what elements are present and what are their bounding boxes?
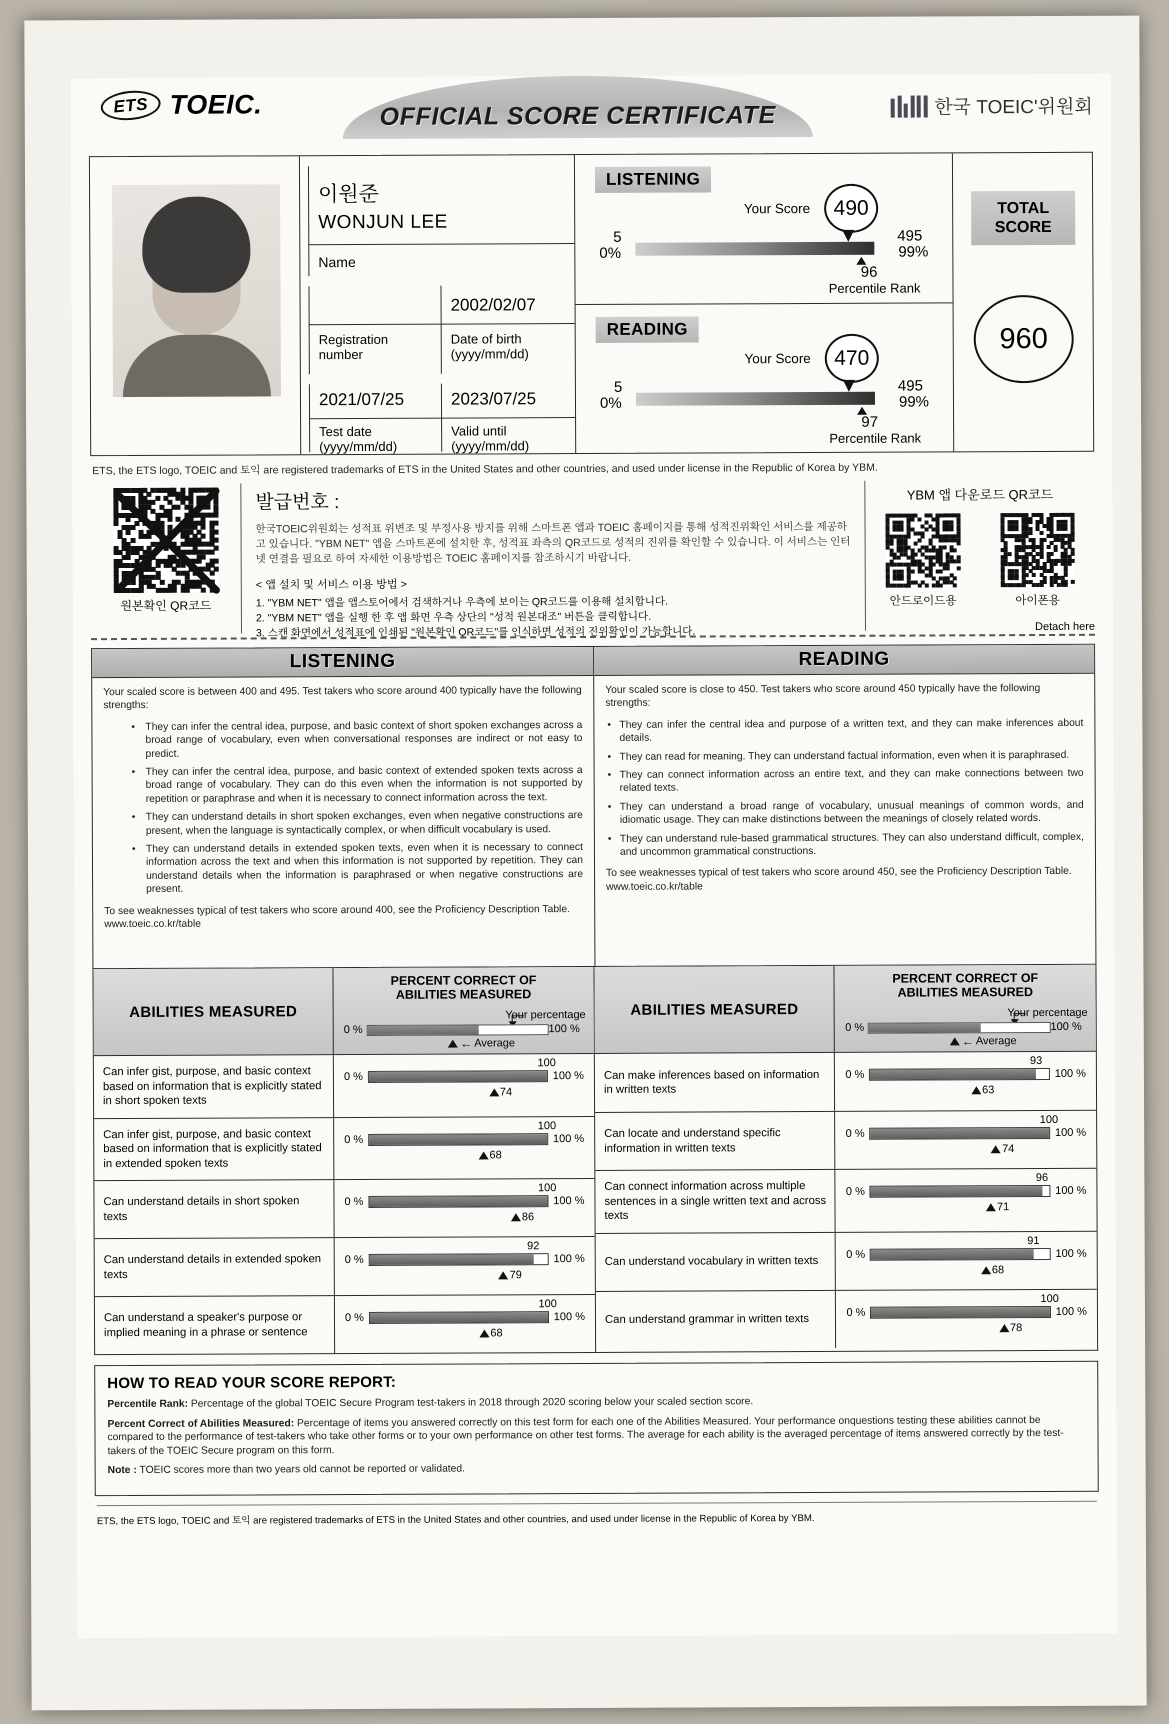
your-percentage-value: 100 [1040,1292,1059,1305]
list-item: • They can understand details in short spoken exchanges, even when negative constructions are present, when the language is syntactically complex, or when difficult vocabulary is used. [130,809,583,838]
android-qr-group [884,509,962,608]
ybm-logo [891,92,1093,120]
score-summary-box [89,152,1094,456]
your-percentage-value: 92 [527,1240,540,1253]
average-marker-icon [479,1329,489,1337]
bar-min-label: 0 % [344,1195,364,1209]
legend-bar [868,1021,1050,1033]
reading-intro: Your scaled score is close to 450. Test takers who score around 450 typically have the following strengths: [605,683,1041,710]
ability-bar-chart [335,1295,595,1353]
trademark-notice-top: ETS, the ETS logo, TOEIC and 토익 are registered trademarks of ETS in the United States and other countries, and used under license in the Republic of Korea by YBM. [92,461,878,478]
original-qr-cell [90,484,241,635]
legend-average [950,1034,1017,1048]
bar-track [368,1119,557,1161]
ets-oval-icon: ETS [99,88,161,122]
reading-section-label: READING [596,317,699,343]
ability-description: Can understand details in extended spoken texts [95,1238,335,1296]
iphone-download-qr-icon [1000,513,1074,587]
legend-zero: 0 % [845,1021,865,1034]
test-date-label: Test date (yyyy/mm/dd) [319,423,398,455]
korean-step-2: 2. "YBM NET" 앱을 실행 한 후 앱 화면 우측 상단의 "성적 원본대조" 버튼을 클릭합니다. [255,610,652,625]
table-row [94,1054,594,1118]
bar-min-label: 0 % [845,1185,865,1198]
bar-track [369,1240,549,1282]
original-qr-caption: 원본확인 QR코드 [120,598,212,614]
your-percentage-value: 93 [1030,1055,1043,1068]
ybm-bars-icon [891,95,928,117]
reading-scale-max-pct: 99% [898,393,930,411]
reading-strengths-panel [593,645,1095,966]
list-item: • They can infer the central idea, purpose, and basic context of extended spoken texts across a broad range of vocabulary. They can do this even when the information is not supported by repetition or paraphrase and when it is necessary to connect information across the text. [130,764,583,806]
your-percentage-value: 100 [538,1298,557,1311]
list-item: • They can connect information across an entire text, and they can make connections between two related texts. [606,767,1084,796]
abilities-measured-tables [92,965,1098,1355]
ability-bar-chart [836,1169,1097,1232]
app-download-title: YBM 앱 다운로드 QR코드 [906,486,1054,503]
bar-fill [369,1071,547,1082]
list-item: • They can understand rule-based grammatical structures. They can also understand difficult, complex, and uncommon grammatical constructions. [606,830,1084,859]
ability-bar-chart [334,1179,594,1237]
note-explanation [108,1460,1086,1478]
bar-min-label: 0 % [344,1311,364,1325]
bar-fill [871,1128,1049,1139]
valid-until-value: 2023/07/25 [450,389,537,409]
legend-zero: 0 % [343,1023,363,1037]
trademark-notice-bottom: ETS, the ETS logo, TOEIC and 토익 are registered trademarks of ETS in the United States and other countries, and used under license in the Republic of Korea by YBM. [97,1501,1097,1527]
list-item: • They can infer the central idea, purpose, and basic context of short spoken exchanges across a broad range of vocabulary, even when conversational responses are indirect or not easy to predict. [129,719,582,761]
listening-strengths-panel [92,647,594,968]
reading-percentile-value: 97 [861,413,879,431]
iphone-qr-group [998,509,1076,608]
bar-fill [370,1254,534,1265]
bar-min-label: 0 % [845,1068,865,1081]
bar-fill [369,1196,547,1207]
ybm-label: 한국 TOEIC'위원회 [934,96,1093,119]
note-text: TOEIC scores more than two years old cannot be reported or validated. [136,1463,465,1477]
average-value: 68 [479,1327,502,1339]
bar-track [869,1055,1049,1097]
list-item: • They can understand details in extended spoken texts, even when it is necessary to connect information across the text and when this information is not supported by repetition. They can understand details when the information is paraphrased or when negative constructions are present. [130,841,583,897]
listening-score-panel [575,153,953,304]
reading-percentile-label: Percentile Rank [829,430,922,446]
legend-bar [367,1024,549,1036]
average-marker-icon [991,1145,1001,1153]
table-row [596,1230,1097,1290]
korean-paragraph: 한국TOEIC위원회는 성적표 위변조 및 부정사용 방지를 위해 스마트폰 앱과 TOEIC 홈페이지를 통해 성적진위확인 서비스를 제공하고 있습니다. "YBM NET" 앱을 스마트폰에 설치한 후, 성적표 좌측의 QR코드로 성적의 진위를 확인할 수 있습니다. 이 서비스는 인터넷 연결을 필요로 하여 자세한 이용방법은 TOEIC 홈페이지를 참조하시기 바랍니다. [255,520,851,566]
legend-average-label: Average [474,1037,515,1050]
korean-step-1: 1. "YBM NET" 앱을 앱스토어에서 검색하거나 우측에 보이는 QR코드를 이용해 설치합니다. [255,595,668,610]
reading-scale-min: 5 [613,378,623,396]
test-date-value: 2021/07/25 [318,389,405,410]
average-marker-icon [511,1213,521,1221]
bar-max-label: 100 % [553,1253,585,1266]
average-marker-icon [448,1040,458,1048]
table-row [94,1178,594,1238]
bar-max-label: 100 % [553,1195,585,1208]
examinee-name-english: WONJUN LEE [318,211,448,234]
listening-scale-bar [635,242,874,256]
bar-track [369,1298,557,1340]
your-percentage-value: 96 [1035,1171,1049,1185]
banner-title: OFFICIAL SCORE CERTIFICATE [379,101,776,131]
name-field-label: Name [318,253,356,271]
bar-min-label: 0 % [846,1306,866,1319]
listening-scale-min-pct: 0% [599,244,622,262]
certificate-page [24,16,1146,1711]
average-marker-icon [489,1088,499,1096]
your-percentage-value: 100 [1039,1113,1059,1127]
table-row [595,1052,1096,1112]
android-download-qr-icon [886,513,960,587]
ability-bar-chart [335,1237,595,1295]
bar-max-label: 100 % [1054,1067,1086,1080]
average-value: 74 [489,1086,512,1098]
bar-track [368,1057,556,1099]
ets-logo [101,89,263,121]
legend-arrow-icon: ← [961,1034,974,1049]
legend-average [448,1036,515,1050]
how-to-read-section [94,1361,1099,1496]
certificate-banner [343,75,813,139]
total-score-label: TOTAL SCORE [971,191,1075,245]
list-item: • They can infer the central idea and purpose of a written text, and they can make inferences about details. [605,717,1083,746]
ability-description: Can infer gist, purpose, and basic context based on information that is explicitly stated in extended spoken texts [94,1118,334,1181]
korean-step-3: 3. 스캔 화면에서 성적표에 인쇄된 "원본확인 QR코드"를 인식하면 성적의 진위확인이 가능합니다. [255,625,696,640]
list-item: • They can read for meaning. They can understand factual information, even when it is paraphrased. [606,748,1084,763]
detach-here-label: Detach here [1035,620,1096,634]
average-marker-icon [999,1324,1009,1332]
total-score-value: 960 [974,295,1074,383]
legend-hundred: 100 % [548,1023,580,1036]
percent-correct-term: Percent Correct of Abilities Measured: [107,1417,295,1430]
original-verification-qr-icon [113,488,217,592]
bar-track [870,1171,1050,1214]
average-value: 68 [479,1149,502,1161]
bar-max-label: 100 % [552,1070,584,1083]
percent-correct-line2: ABILITIES MEASURED [897,985,1034,1000]
reading-your-score-label: Your Score [744,351,811,367]
toeic-wordmark: TOEIC. [169,89,263,120]
table-row [94,1115,594,1180]
abilities-measured-header-left: ABILITIES MEASURED [93,968,333,1055]
ability-description: Can understand vocabulary in written texts [596,1232,837,1290]
percentile-rank-text: Percentage of the global TOEIC Secure Program test-takers in 2018 through 2020 scoring below your scaled section score. [188,1396,754,1410]
your-percentage-value: 100 [537,1119,557,1132]
bar-max-label: 100 % [1054,1126,1087,1139]
chart-legend [334,1009,594,1050]
ability-description: Can understand details in short spoken texts [94,1180,334,1238]
ability-description: Can make inferences based on information in written texts [595,1053,836,1112]
note-term: Note : [107,1465,137,1477]
legend-your-percentage: Your percentage [505,1009,586,1022]
listening-intro: Your scaled score is between 400 and 495. Test takers who score around 400 typically have the following strengths: [103,685,582,712]
qr-verification-block [90,480,1095,640]
percent-correct-line1: PERCENT CORRECT OF [390,973,537,988]
listening-scale-max: 495 [897,227,923,245]
reading-score-pointer-icon [843,380,855,392]
ability-bar-chart [836,1231,1097,1289]
table-header [594,965,1095,1054]
section-scores-cell [575,153,953,453]
reading-scale-max: 495 [897,377,923,395]
average-marker-icon [950,1037,960,1045]
percentile-rank-term: Percentile Rank: [107,1398,189,1411]
certificate-sheet [71,74,1118,1639]
bar-track [870,1113,1059,1156]
app-download-cell [864,480,1096,634]
table-row [95,1294,595,1354]
average-marker-icon [986,1203,996,1211]
chart-legend [835,1007,1096,1048]
abilities-measured-header-left: ABILITIES MEASURED [594,966,835,1053]
percent-correct-explanation [107,1413,1085,1458]
average-value: 71 [986,1201,1009,1213]
bar-min-label: 0 % [344,1133,364,1146]
date-of-birth-label: Date of birth (yyyy/mm/dd) [450,331,529,362]
average-marker-icon [981,1266,991,1274]
listening-your-score-label: Your Score [743,201,811,217]
total-score-cell [952,153,1093,452]
average-value: 63 [971,1084,994,1096]
legend-your-percentage: Your percentage [1007,1006,1088,1020]
bar-fill [369,1134,547,1145]
bar-fill [871,1306,1049,1317]
examinee-photo [112,184,281,397]
reading-bullet-list [605,717,1084,860]
listening-abilities-table [92,967,596,1355]
ability-bar-chart [836,1289,1097,1347]
percent-correct-line1: PERCENT CORRECT OF [892,971,1039,986]
reading-panel-title: READING [594,645,1094,676]
date-of-birth-value: 2002/02/07 [450,295,536,315]
bar-max-label: 100 % [1055,1305,1087,1318]
your-percentage-value: 91 [1027,1234,1040,1247]
bar-track [870,1234,1050,1276]
average-value: 78 [999,1322,1022,1334]
how-to-read-title: HOW TO READ YOUR SCORE REPORT: [107,1373,397,1393]
bar-max-label: 100 % [552,1132,585,1145]
your-percentage-value: 100 [538,1182,557,1195]
percent-correct-header-right [333,967,593,1054]
table-row [595,1168,1096,1233]
ability-description: Can understand a speaker's purpose or implied meaning in a phrase or sentence [95,1296,335,1354]
reading-score-value: 470 [825,334,879,383]
page-header [71,74,1111,157]
listening-percentile-label: Percentile Rank [828,280,921,296]
average-marker-icon [479,1151,489,1159]
listening-section-label: LISTENING [595,166,711,193]
ability-description: Can locate and understand specific information in written texts [595,1112,836,1170]
qr-strikethrough-icon [107,482,226,601]
average-marker-icon [971,1086,981,1094]
listening-scale-min: 5 [613,228,622,246]
listening-panel-title: LISTENING [92,647,593,678]
examinee-info-cell [300,155,576,454]
bar-min-label: 0 % [344,1253,364,1267]
ability-bar-chart [334,1116,594,1179]
examinee-name-korean: 이원준 [318,182,379,207]
bar-max-label: 100 % [1055,1184,1087,1197]
valid-until-label: Valid until (yyyy/mm/dd) [451,423,530,454]
korean-instructions [240,481,865,640]
average-value: 79 [499,1269,522,1281]
reading-scale-bar [636,392,875,406]
legend-arrow-icon: ← [460,1036,473,1051]
listening-percentile-value: 96 [860,263,878,281]
average-value: 86 [511,1211,534,1223]
strengths-panels [91,644,1096,969]
bar-min-label: 0 % [845,1127,865,1140]
average-marker-icon [499,1271,509,1279]
bar-fill [370,1312,548,1323]
listening-bullet-list [129,719,583,897]
listening-score-pointer-icon [842,230,854,242]
ability-bar-chart [835,1052,1096,1111]
percentile-rank-explanation [107,1394,1085,1412]
registration-number-label: Registration number [318,331,389,363]
percent-correct-header-right [835,965,1096,1052]
ability-description: Can understand grammar in written texts [596,1290,837,1348]
bar-fill [870,1069,1036,1080]
table-row [595,1110,1096,1170]
average-value: 74 [991,1143,1014,1155]
reading-outro: To see weaknesses typical of test takers who score around 450, see the Proficiency Description Table. www.toeic.co.kr/table [606,866,1072,893]
photo-cell [90,156,301,455]
listening-score-value: 490 [824,184,878,233]
table-header [93,967,593,1056]
bar-track [870,1292,1059,1334]
bar-fill [871,1249,1033,1260]
ability-description: Can infer gist, purpose, and basic context based on information that is explicitly stated in short spoken texts [94,1055,334,1118]
reading-abilities-table [594,965,1098,1353]
ability-bar-chart [334,1054,594,1117]
bar-min-label: 0 % [846,1248,866,1261]
bar-fill [871,1186,1042,1197]
korean-subtitle: < 앱 설치 및 서비스 이용 방법 > [255,578,407,592]
legend-hundred: 100 % [1050,1020,1082,1033]
bar-min-label: 0 % [343,1070,363,1084]
percent-correct-text: Percentage of items you answered correctly on this test form for each one of the Abilities Measured. Your performance onquestions testing these abilities cannot be compared to the performance of test-takers who take other forms or to your own performance on other test forms. The average for each ability is the averaged percentage of items answered correctly by the test-takers of the TOEIC Secure program on this form. [107,1414,1064,1457]
table-row [95,1236,595,1296]
ability-bar-chart [836,1111,1097,1169]
your-percentage-value: 100 [537,1057,556,1070]
legend-average-label: Average [975,1035,1017,1048]
list-item: • They can understand a broad range of vocabulary, unusual meanings of common words, and idiomatic usage. They can make distinctions between the meanings of closely related words. [606,799,1084,828]
listening-scale-max-pct: 99% [898,243,929,261]
bar-max-label: 100 % [553,1311,586,1324]
bar-track [368,1182,557,1224]
table-row [596,1288,1097,1348]
average-value: 68 [981,1264,1004,1276]
percent-correct-line2: ABILITIES MEASURED [395,987,532,1002]
iphone-qr-caption: 아이폰용 [1015,594,1060,608]
listening-outro: To see weaknesses typical of test takers who score around 400, see the Proficiency Description Table. www.toeic.co.kr/table [104,903,570,931]
ability-description: Can connect information across multiple sentences in a single written text and across texts [595,1170,836,1233]
bar-max-label: 100 % [1055,1247,1087,1260]
reading-scale-min-pct: 0% [599,394,622,412]
issue-number-label: 발급번호 : [255,492,340,514]
reading-score-panel [576,302,954,453]
android-qr-caption: 안드로이드용 [889,595,957,608]
